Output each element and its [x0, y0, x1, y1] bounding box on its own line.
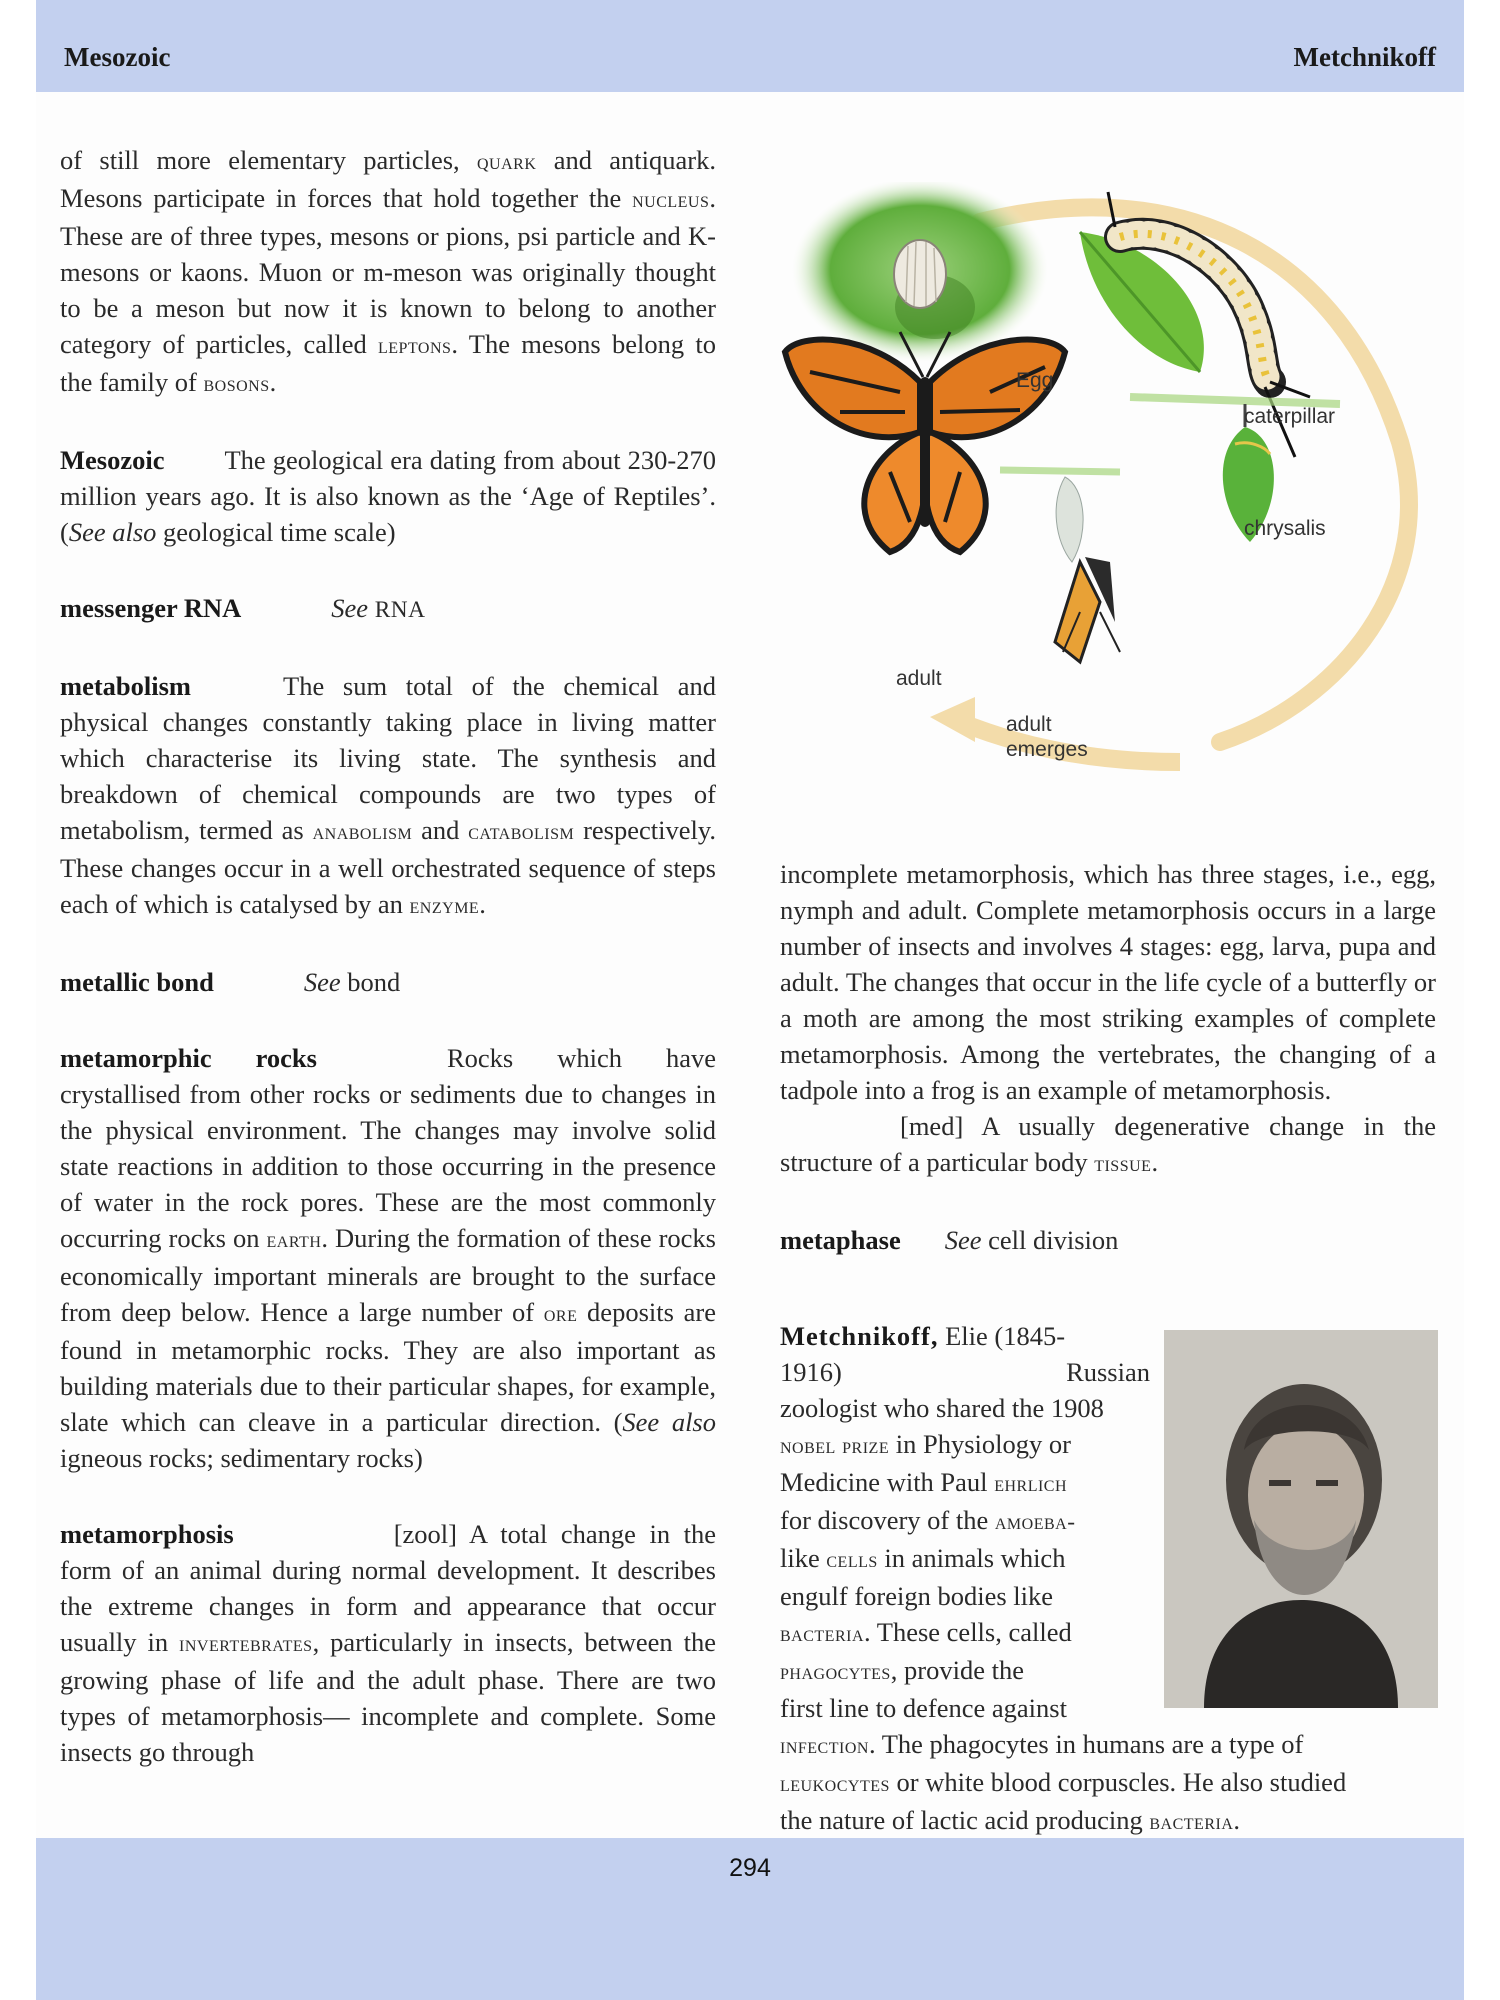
headword-metabolism: metabolism — [60, 671, 192, 701]
page-footer — [36, 1838, 1464, 2000]
right-column — [780, 856, 1436, 1298]
entry-metabolism: metabolism The sum total of the chemical and physical changes constantly taking place in living matter which characterise its living state. The synthesis and breakdown of chemical compounds are two types of metabolism, termed as anabolism and catabolism respectively. These changes occur in a well orchestrated sequence of steps each of which is catalysed by an enzyme. — [60, 671, 716, 919]
lifecycle-svg — [780, 182, 1470, 822]
entry-metallic-bond: metallic bond See bond — [60, 967, 401, 997]
header-last-entry: Metchnikoff — [1293, 42, 1436, 72]
cross-ref-phagocytes[interactable]: phagocytes — [780, 1659, 891, 1685]
headword-metamorphosis: metamorphosis — [60, 1519, 234, 1549]
cross-ref-nobel-prize[interactable]: nobel prize — [780, 1433, 890, 1459]
cross-ref-bacteria[interactable]: bacteria — [780, 1621, 864, 1647]
cross-ref-leukocytes[interactable]: leukocytes — [780, 1771, 890, 1797]
butterfly-lifecycle-illustration — [780, 182, 1470, 822]
entry-messenger-rna: messenger RNA See RNA — [60, 593, 426, 623]
adult-butterfly — [785, 332, 1065, 552]
dictionary-page — [36, 0, 1464, 2000]
headword-metchnikoff: Metchnikoff, — [780, 1321, 939, 1351]
label-caterpillar: caterpillar — [1244, 405, 1336, 428]
entry-metamorphosis-med: [med] A usually degenerative change in the structure of a particular body tissue. — [780, 1111, 1436, 1177]
egg — [894, 240, 946, 308]
cross-ref-enzyme[interactable]: enzyme — [409, 893, 480, 919]
label-egg: Egg — [1016, 369, 1054, 392]
entry-metamorphic-rocks: metamorphic rocks Rocks which have crystallised from other rocks or sediments due to changes in the physical environment. The changes may involve solid state reactions in addition to those occurring in the presence of water in the rock pores. These are the most commonly occurring rocks on earth. During the formation of these rocks economically important minerals are brought to the surface from deep below. Hence a large number of ore deposits are found in metamorphic rocks. They are also important as building materials due to their particular shapes, for example, slate which can cleave in a particular direction. (See also igneous rocks; sedimentary rocks) — [60, 1043, 716, 1473]
entry-mesozoic: Mesozoic The geological era dating from about 230-270 million years ago. It is also known as the ‘Age of Reptiles’. (See also geological time scale) — [60, 445, 716, 547]
cross-ref-tissue[interactable]: tissue — [1094, 1151, 1152, 1177]
header-first-entry: Mesozoic — [64, 42, 171, 72]
cross-ref-bosons[interactable]: bosons — [203, 371, 270, 397]
page-number: 294 — [729, 1854, 771, 1882]
cross-ref-catabolism[interactable]: catabolism — [468, 819, 575, 845]
cross-ref-amoeba[interactable]: amoeba- — [994, 1509, 1076, 1535]
cross-ref-anabolism[interactable]: anabolism — [312, 819, 413, 845]
cross-ref-rna[interactable]: RNA — [374, 597, 426, 623]
cycle-arrowhead — [930, 697, 975, 742]
cross-ref-quark[interactable]: quark — [477, 149, 537, 175]
label-adult-emerges-2: emerges — [1006, 738, 1088, 761]
entry-metchnikoff: Metchnikoff, Elie (1845- 1916) Russian zoologist who shared the 1908 nobel prize in Physiology or Medicine with Paul ehrlich for discovery of the amoeba- like cells in animals which engulf foreign bodies like bacteria. These cells, called phagocytes, provide the first line to defence against infection. The phagocytes in humans are a type of leukocytes or white blood corpuscles. He also studied the nature of lactic acid producing bacteria. — [780, 1321, 1347, 1835]
label-chrysalis: chrysalis — [1244, 517, 1326, 540]
cross-ref-leptons[interactable]: leptons — [377, 333, 452, 359]
headword-metamorphic-rocks: metamorphic rocks — [60, 1043, 317, 1073]
label-adult: adult — [896, 667, 942, 690]
cross-ref-nucleus[interactable]: nucleus — [632, 187, 710, 213]
entry-metaphase: metaphase See cell division — [780, 1225, 1119, 1255]
cross-ref-invertebrates[interactable]: invertebrates — [179, 1631, 313, 1657]
headword-metaphase: metaphase — [780, 1225, 901, 1255]
left-column — [60, 142, 716, 1770]
cross-ref-infection[interactable]: infection — [780, 1733, 869, 1759]
cross-ref-cells[interactable]: cells — [826, 1547, 878, 1573]
cross-ref-earth[interactable]: earth — [266, 1227, 322, 1253]
entry-metamorphosis-continued: incomplete metamorphosis, which has three stages, i.e., egg, nymph and adult. Complete metamorphosis occurs in a large number of insects and involves 4 stages: egg, larva, pupa and adult. The changes that occur in the life cycle of a butterfly or a moth are among the most striking examples of complete metamorphosis. Among the vertebrates, the changing of a tadpole into a frog is an example of metamorphosis. — [780, 859, 1436, 1105]
page-header — [36, 0, 1464, 92]
headword-metallic-bond: metallic bond — [60, 967, 214, 997]
cross-ref-bond[interactable]: bond — [347, 967, 401, 997]
entry-metamorphosis: metamorphosis [zool] A total change in the form of an animal during normal development. It describes the extreme changes in form and appearance that occur usually in invertebrates, particularly in insects, between the growing phase of life and the adult phase. There are two types of metamorphosis— incomplete and complete. Some insects go through — [60, 1519, 716, 1767]
entry-meson-continued: of still more elementary particles, quark and antiquark. Mesons participate in forces that hold together the nucleus. These are of three types, mesons or pions, psi particle and K-mesons or kaons. Muon or m-meson was originally thought to be a meson but now it is known to belong to another category of particles, called leptons. The mesons belong to the family of bosons. — [60, 145, 716, 397]
headword-messenger-rna: messenger RNA — [60, 593, 242, 623]
label-adult-emerges-1: adult — [1006, 713, 1052, 736]
cross-ref-bacteria-2[interactable]: bacteria — [1149, 1809, 1234, 1835]
cross-ref-cell-division[interactable]: cell division — [988, 1225, 1119, 1255]
headword-mesozoic: Mesozoic — [60, 445, 165, 475]
cross-ref-ore[interactable]: ore — [543, 1301, 578, 1327]
emerging-adult — [1055, 477, 1120, 662]
cross-ref-ehrlich[interactable]: ehrlich — [994, 1471, 1068, 1497]
